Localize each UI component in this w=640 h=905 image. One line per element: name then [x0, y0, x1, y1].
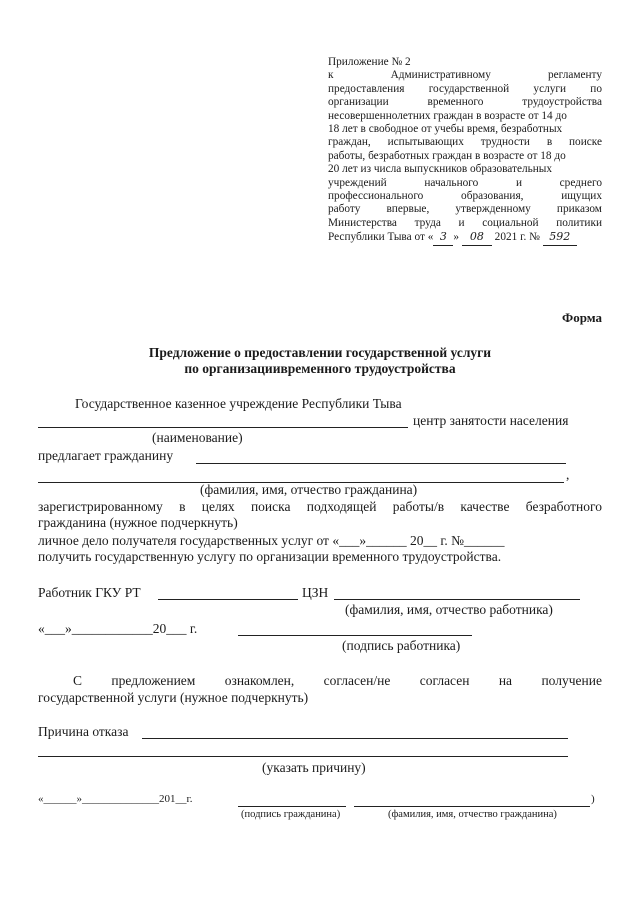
word: услуги	[533, 82, 567, 95]
caption-reason: (указать причину)	[262, 760, 366, 775]
word: испытывающих	[387, 136, 464, 149]
word: поиска	[250, 499, 291, 514]
word: ознакомлен,	[224, 673, 295, 688]
appendix-line	[328, 83, 602, 96]
institution-name: Государственное казенное учреждение Республики Тыва	[75, 396, 402, 411]
form-title-line-1: Предложение о предоставлении государственной услуги	[148, 345, 492, 360]
appendix-line: работы, безработных граждан в возрасте от 18 до	[328, 149, 566, 162]
word: работы/в	[392, 499, 445, 514]
word: приказом	[556, 203, 602, 216]
citizen-signature-field[interactable]	[238, 806, 346, 807]
form-label: Форма	[562, 310, 602, 325]
word: организации	[328, 96, 389, 109]
worker-signature-field[interactable]	[238, 635, 472, 636]
receive-service-line: получить государственную услугу по организации временного трудоустройства.	[38, 549, 502, 564]
word: учреждений	[328, 176, 387, 189]
caption-fio-citizen-final: (фамилия, имя, отчество гражданина)	[388, 809, 557, 820]
word: безработного	[525, 499, 602, 514]
word: целях	[201, 499, 235, 514]
word: в	[546, 136, 553, 149]
registered-line	[38, 499, 602, 515]
appendix-line	[328, 190, 602, 203]
word: получение	[541, 673, 602, 688]
worker-date-line: «___»____________20___ г.	[38, 621, 198, 636]
worker-label: Работник ГКУ РТ	[38, 585, 141, 600]
acquainted-line	[73, 673, 602, 689]
word: граждан,	[328, 136, 371, 149]
word: С	[73, 673, 83, 688]
word: и	[458, 216, 465, 229]
czn-label: ЦЗН	[302, 585, 329, 600]
word: трудоустройства	[522, 96, 602, 109]
appendix-line: несовершеннолетних граждан в возрасте от 14 до	[328, 109, 567, 122]
caption-worker-signature: (подпись работника)	[342, 638, 461, 653]
word: качестве	[460, 499, 510, 514]
caption-fio-citizen: (фамилия, имя, отчество гражданина)	[200, 482, 418, 497]
caption-name: (наименование)	[152, 430, 243, 445]
word: в	[179, 499, 186, 514]
appendix-block	[328, 56, 602, 246]
citizen-underline-note: гражданина (нужное подчеркнуть)	[38, 515, 238, 530]
handwritten-day-value: 3	[439, 230, 447, 244]
word: государственной	[428, 82, 510, 95]
appendix-date-sep: »	[453, 231, 460, 244]
appendix-title: Приложение № 2	[328, 56, 411, 68]
appendix-date-prefix: Республики Тыва от «	[328, 231, 434, 244]
word: согласен/не	[323, 673, 391, 688]
word: регламенту	[547, 69, 602, 82]
worker-field[interactable]	[158, 599, 298, 600]
word: предложением	[111, 673, 196, 688]
word: среднего	[559, 176, 602, 189]
word: социальной	[482, 216, 539, 229]
word: зарегистрированному	[38, 499, 163, 514]
appendix-line	[328, 177, 602, 190]
caption-fio-worker: (фамилия, имя, отчество работника)	[345, 602, 553, 617]
handwritten-order-value: 592	[549, 230, 571, 244]
refusal-reason-field-2[interactable]	[38, 756, 568, 757]
word: начального	[424, 176, 479, 189]
appendix-line	[328, 69, 602, 82]
word: Административному	[390, 69, 491, 82]
citizen-name-field[interactable]	[196, 463, 566, 464]
appendix-line	[328, 136, 602, 149]
word: на	[498, 673, 513, 688]
handwritten-month-value: 08	[469, 230, 484, 244]
offers-citizen-label: предлагает гражданину	[38, 448, 174, 463]
handwritten-day	[433, 230, 453, 245]
word: утвержденному	[455, 203, 531, 216]
form-title-line-2: по организациивременного трудоустройства	[184, 361, 456, 376]
word: образования,	[461, 190, 524, 203]
word: к	[328, 69, 334, 82]
refusal-reason-field[interactable]	[142, 738, 568, 739]
word: временного	[427, 96, 484, 109]
institution-underline	[38, 427, 408, 428]
word: впервые,	[386, 203, 430, 216]
caption-citizen-signature: (подпись гражданина)	[241, 809, 341, 820]
word: труда	[414, 216, 441, 229]
word: подходящей	[306, 499, 377, 514]
word: Министерства	[328, 216, 397, 229]
handwritten-order-number	[543, 230, 577, 245]
czn-field[interactable]	[334, 599, 580, 600]
comma: ,	[566, 467, 570, 482]
word: трудности	[480, 136, 530, 149]
word: профессионального	[328, 190, 424, 203]
appendix-line: 20 лет из числа выпускников образовательных	[328, 163, 553, 176]
handwritten-month	[462, 230, 492, 245]
word: предоставления	[328, 82, 405, 95]
refusal-reason-label: Причина отказа	[38, 724, 129, 739]
appendix-line: 18 лет в свободное от учебы время, безработных	[328, 123, 563, 136]
citizen-fio-field[interactable]	[354, 806, 590, 807]
word: политики	[556, 216, 602, 229]
employment-center-label: центр занятости населения	[413, 413, 569, 428]
word: работу	[328, 203, 361, 216]
closing-paren: )	[591, 793, 595, 805]
appendix-line	[328, 203, 602, 216]
appendix-line	[328, 96, 602, 109]
service-underline-note: государственной услуги (нужное подчеркнуть)	[38, 690, 309, 705]
word: ищущих	[561, 190, 602, 203]
personal-file-line: личное дело получателя государственных услуг от «___»______ 20__ г. №______	[38, 533, 505, 548]
word: по	[590, 82, 602, 95]
appendix-line	[328, 217, 602, 230]
word: поиске	[569, 136, 602, 149]
word: и	[515, 176, 522, 189]
word: согласен	[419, 673, 470, 688]
appendix-date-year: 2021 г. №	[494, 231, 540, 244]
appendix-date-line	[328, 230, 602, 245]
final-date-line: «______»______________201__г.	[38, 793, 193, 805]
